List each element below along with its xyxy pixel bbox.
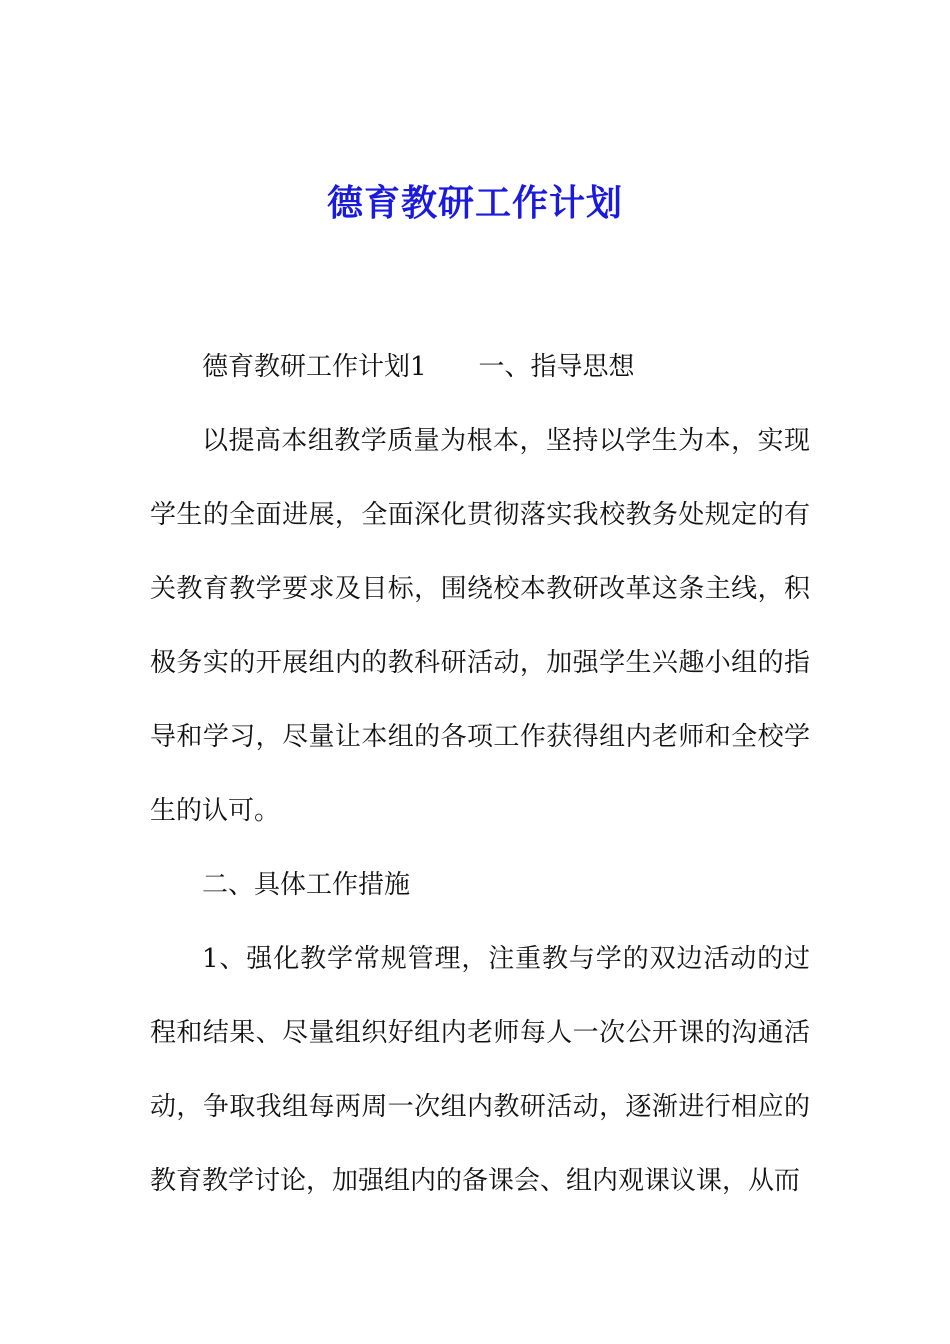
section-heading-measures: 二、具体工作措施	[202, 870, 411, 900]
paragraph-measure-1: 1、强化教学常规管理，注重教与学的双边活动的过程和结果、尽量组织好组内老师每人一次公开课的沟通活动，争取我组每两周一次组内教研活动，逐渐进行相应的教育教学讨论，加强组内的备课会、组内观课议课，从而	[150, 944, 810, 1196]
document-body	[150, 330, 810, 1218]
paragraph-guiding-ideology: 以提高本组教学质量为根本，坚持以学生为本，实现学生的全面进展，全面深化贯彻落实我校教务处规定的有关教育教学要求及目标，围绕校本教研改革这条主线，积极务实的开展组内的教科研活动，加强学生兴趣小组的指导和学习，尽量让本组的各项工作获得组内老师和全校学生的认可。	[150, 426, 810, 826]
plan-subtitle: 德育教研工作计划1	[202, 352, 427, 382]
section-heading-guiding-ideology: 一、指导思想	[478, 352, 635, 382]
heading-line	[150, 330, 810, 404]
document-title: 德育教研工作计划	[326, 182, 623, 224]
